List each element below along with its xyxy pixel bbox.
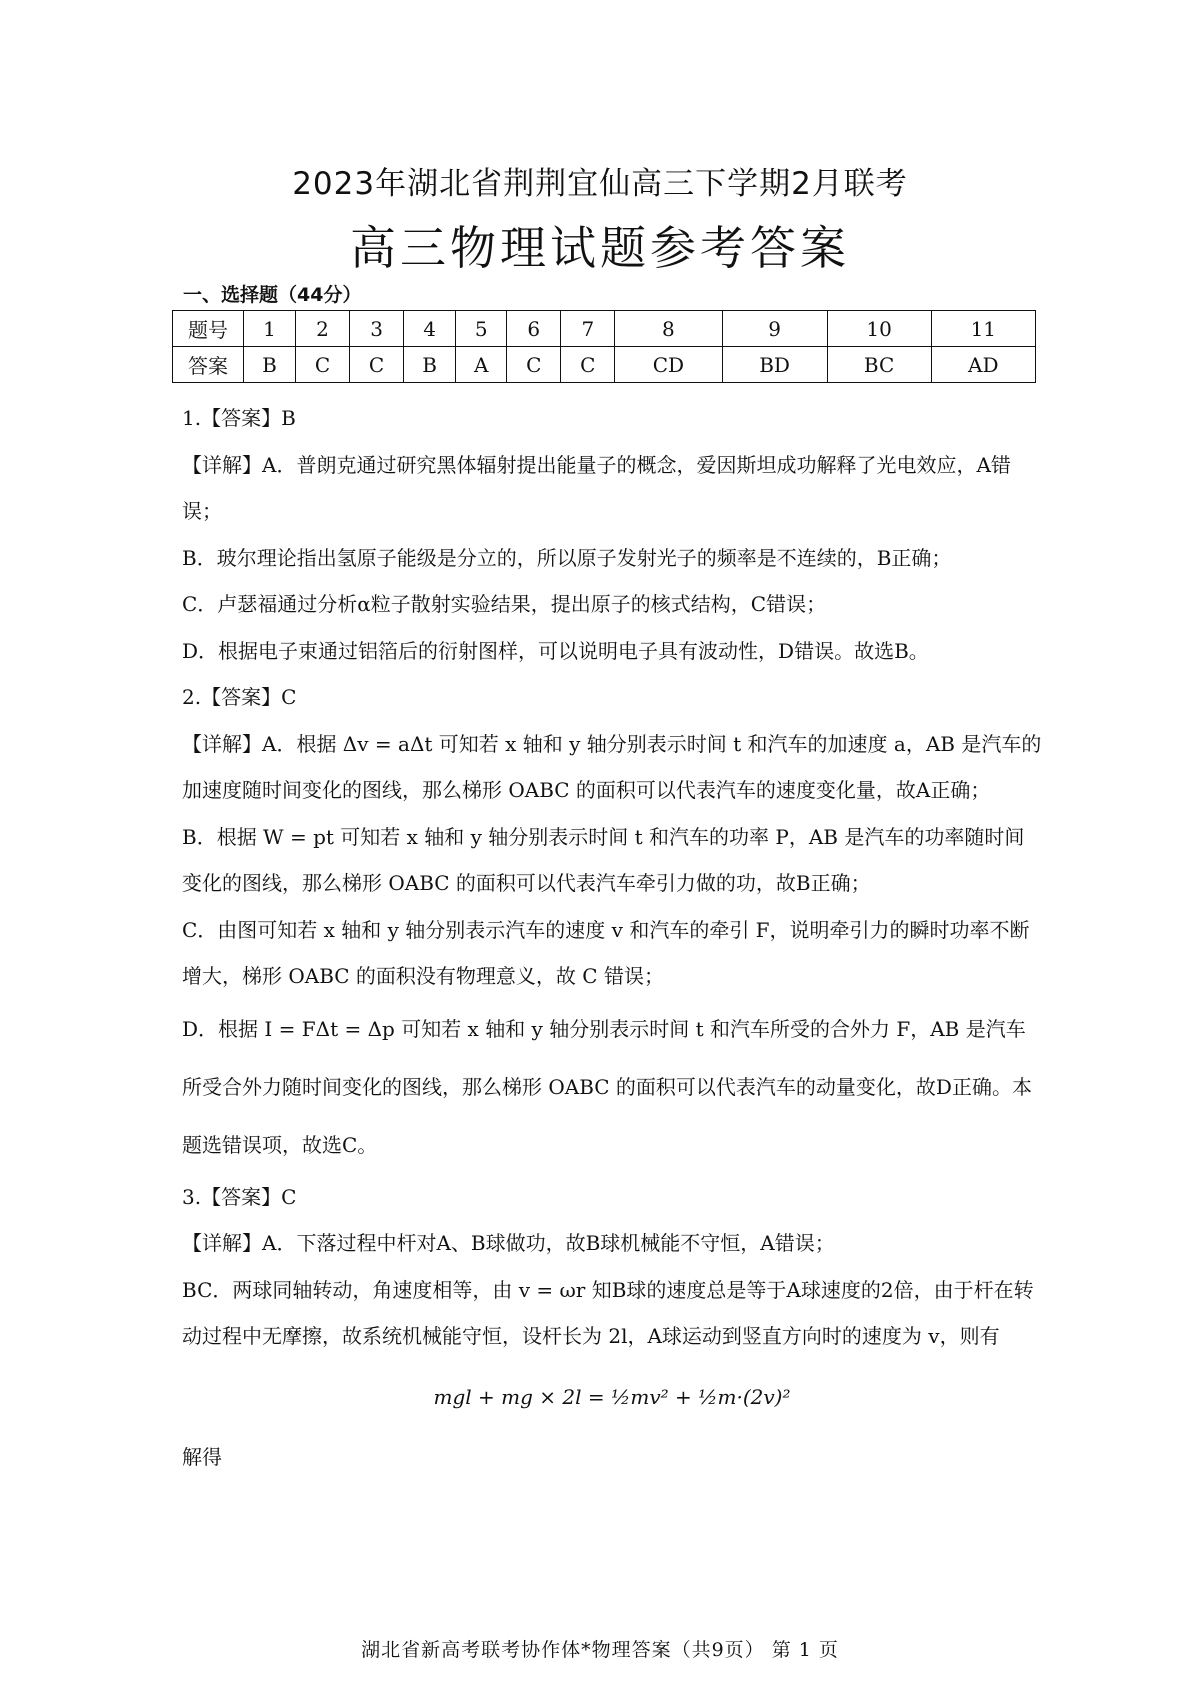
section-heading: 一、选择题（44分） bbox=[183, 284, 362, 306]
question-number-cell: 7 bbox=[561, 311, 615, 347]
question-number-cell: 2 bbox=[296, 311, 350, 347]
q1-answer: 1.【答案】B bbox=[182, 406, 296, 430]
question-number-cell: 8 bbox=[615, 311, 722, 347]
answer-cell: C bbox=[507, 347, 561, 383]
question-number-cell: 10 bbox=[827, 311, 931, 347]
question-number-cell: 3 bbox=[350, 311, 404, 347]
q2-explain-b: B．根据 W = pt 可知若 x 轴和 y 轴分别表示时间 t 和汽车的功率 P，AB 是汽车的功率随时间变化的图线，那么梯形 OABC 的面积可以代表汽车牵引力做的功，故B正确； bbox=[182, 824, 1025, 895]
question-number-cell: 9 bbox=[722, 311, 827, 347]
q2-explain-c: C．由图可知若 x 轴和 y 轴分别表示汽车的速度 v 和汽车的牵引 F，说明牵引力的瞬时功率不断增大，梯形 OABC 的面积没有物理意义，故 C 错误； bbox=[182, 917, 1030, 988]
q2-explain-a: 【详解】A．根据 Δv = aΔt 可知若 x 轴和 y 轴分别表示时间 t 和汽车的加速度 a，AB 是汽车的加速度随时间变化的图线，那么梯形 OABC 的面积可以代表汽车的速度变化量，故A正确； bbox=[182, 731, 1042, 802]
row-header-number: 题号 bbox=[173, 311, 244, 347]
answer-cell: B bbox=[244, 347, 296, 383]
q1-explain-a: 【详解】A．普朗克通过研究黑体辐射提出能量子的概念，爱因斯坦成功解释了光电效应，A错误； bbox=[182, 452, 1011, 523]
q3-explain-a: 【详解】A．下落过程中杆对A、B球做功，故B球机械能不守恒，A错误； bbox=[182, 1231, 835, 1255]
page-footer: 湖北省新高考联考协作体*物理答案（共9页） 第 1 页 bbox=[361, 1639, 839, 1661]
question-number-cell: 11 bbox=[931, 311, 1035, 347]
q3-solve-label: 解得 bbox=[182, 1444, 222, 1469]
answer-table bbox=[172, 310, 1036, 383]
question-number-cell: 6 bbox=[507, 311, 561, 347]
answer-cell: A bbox=[456, 347, 507, 383]
table-row-answers bbox=[173, 347, 1036, 383]
answer-cell: BD bbox=[722, 347, 827, 383]
answer-cell: C bbox=[350, 347, 404, 383]
q1-explain-d: D．根据电子束通过铝箔后的衍射图样，可以说明电子具有波动性，D错误。故选B。 bbox=[182, 638, 929, 663]
answer-cell: BC bbox=[827, 347, 931, 383]
question-number-cell: 4 bbox=[404, 311, 456, 347]
question-number-cell: 5 bbox=[456, 311, 507, 347]
row-header-answer: 答案 bbox=[173, 347, 244, 383]
q2-answer: 2.【答案】C bbox=[182, 685, 297, 709]
q2-explain-d: D．根据 I = FΔt = Δp 可知若 x 轴和 y 轴分别表示时间 t 和汽车所受的合外力 F，AB 是汽车所受合外力随时间变化的图线，那么梯形 OABC 的面积可以代表汽车的动量变化，故D正确。本题选错误项，故选C。 bbox=[182, 1016, 1032, 1157]
q1-explain-c: C．卢瑟福通过分析α粒子散射实验结果，提出原子的核式结构，C错误； bbox=[182, 592, 827, 616]
q3-answer: 3.【答案】C bbox=[182, 1184, 297, 1209]
answer-cell: C bbox=[561, 347, 615, 383]
answer-cell: B bbox=[404, 347, 456, 383]
answer-cell: CD bbox=[615, 347, 722, 383]
question-number-cell: 1 bbox=[244, 311, 296, 347]
energy-formula: mgl + mg × 2l = ½mv² + ½m·(2v)² bbox=[433, 1384, 791, 1409]
page-title: 高三物理试题参考答案 bbox=[350, 221, 850, 275]
table-row-numbers bbox=[173, 311, 1036, 347]
solutions-body bbox=[182, 395, 1042, 1480]
exam-subtitle: 2023年湖北省荆荆宜仙高三下学期2月联考 bbox=[292, 166, 908, 202]
answer-cell: C bbox=[296, 347, 350, 383]
answer-cell: AD bbox=[931, 347, 1035, 383]
q3-explain-bc: BC．两球同轴转动，角速度相等，由 v = ωr 知B球的速度总是等于A球速度的2倍，由于杆在转动过程中无摩擦，故系统机械能守恒，设杆长为 2l，A球运动到竖直方向时的速度为 v，则有 bbox=[182, 1277, 1034, 1348]
q1-explain-b: B．玻尔理论指出氢原子能级是分立的，所以原子发射光子的频率是不连续的，B正确； bbox=[182, 545, 952, 570]
